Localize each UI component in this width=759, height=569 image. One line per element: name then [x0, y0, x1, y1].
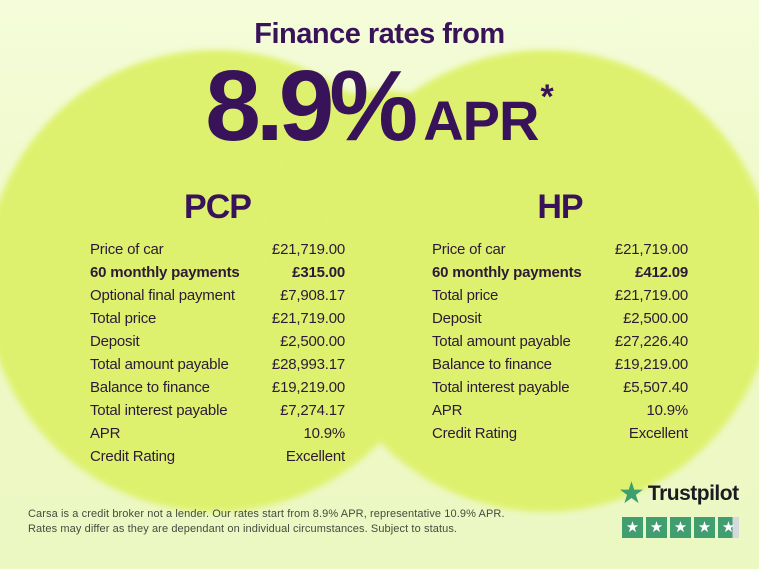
trustpilot-star-icon: ★ [618, 477, 645, 510]
rating-star-icon: ★ [670, 517, 691, 538]
row-value: 10.9% [303, 425, 345, 442]
trustpilot-rating-stars [622, 517, 748, 538]
row-value: £315.00 [292, 264, 345, 281]
rating-star-icon: ★ [694, 517, 715, 538]
row-label: Credit Rating [432, 425, 517, 442]
table-row [432, 356, 688, 379]
row-label: Total interest payable [90, 402, 228, 419]
row-value: £5,507.40 [623, 379, 688, 396]
headline-prefix: Finance rates from [254, 18, 505, 50]
row-label: Price of car [432, 241, 506, 258]
table-row [90, 264, 345, 287]
row-label: Balance to finance [432, 356, 552, 373]
table-row [90, 402, 345, 425]
row-label: Credit Rating [90, 448, 175, 465]
hp-rows [432, 241, 688, 448]
row-label: Balance to finance [90, 379, 210, 396]
table-row [90, 379, 345, 402]
headline-asterisk: * [540, 78, 554, 116]
table-row [90, 425, 345, 448]
table-row [432, 333, 688, 356]
row-value: £21,719.00 [271, 241, 345, 258]
pcp-title: PCP [184, 188, 251, 226]
row-value: £21,719.00 [614, 241, 688, 258]
row-value: £28,993.17 [271, 356, 345, 373]
row-label: Total amount payable [90, 356, 229, 373]
row-value: £27,226.40 [614, 333, 688, 350]
disclaimer [28, 507, 505, 536]
row-label: 60 monthly payments [90, 264, 240, 281]
headline-rate: 8.9% [205, 50, 414, 162]
row-value: £19,219.00 [271, 379, 345, 396]
row-label: Deposit [90, 333, 140, 350]
row-value: 10.9% [646, 402, 688, 419]
disclaimer-line-1: Carsa is a credit broker not a lender. Our rates start from 8.9% APR, representative 10.9% APR. [28, 508, 505, 520]
table-row [90, 241, 345, 264]
row-label: APR [90, 425, 121, 442]
table-row [90, 356, 345, 379]
row-label: Total amount payable [432, 333, 571, 350]
row-label: Price of car [90, 241, 164, 258]
table-row [432, 425, 688, 448]
row-label: 60 monthly payments [432, 264, 582, 281]
row-label: Total price [90, 310, 157, 327]
table-row [432, 310, 688, 333]
hp-title: HP [537, 188, 583, 226]
row-value: £19,219.00 [614, 356, 688, 373]
row-label: Deposit [432, 310, 482, 327]
row-value: £2,500.00 [623, 310, 688, 327]
row-value: £2,500.00 [280, 333, 345, 350]
row-label: APR [432, 402, 463, 419]
row-value: Excellent [285, 448, 345, 465]
table-row [90, 310, 345, 333]
table-row [90, 333, 345, 356]
pcp-rows [90, 241, 345, 471]
trustpilot-badge [618, 477, 748, 538]
rating-star-icon: ★ [718, 517, 739, 538]
rating-star-icon: ★ [622, 517, 643, 538]
headline-apr-label: APR [423, 89, 539, 152]
rating-star-icon: ★ [646, 517, 667, 538]
table-row [432, 264, 688, 287]
trustpilot-logo [618, 477, 748, 510]
trustpilot-wordmark: Trustpilot [647, 482, 739, 505]
table-row [432, 402, 688, 425]
row-value: £21,719.00 [614, 287, 688, 304]
pcp-table [90, 188, 345, 471]
hp-table [432, 188, 688, 448]
row-label: Total interest payable [432, 379, 570, 396]
row-value: £412.09 [635, 264, 688, 281]
row-label: Total price [432, 287, 499, 304]
table-row [90, 287, 345, 310]
row-value: £21,719.00 [271, 310, 345, 327]
row-label: Optional final payment [90, 287, 235, 304]
disclaimer-line-2: Rates may differ as they are dependant on individual circumstances. Subject to status. [28, 522, 458, 535]
row-value: £7,274.17 [280, 402, 345, 419]
table-row [432, 241, 688, 264]
table-row [432, 379, 688, 402]
row-value: Excellent [628, 425, 688, 442]
table-row [432, 287, 688, 310]
table-row [90, 448, 345, 471]
row-value: £7,908.17 [280, 287, 345, 304]
headline-rate-row [0, 50, 759, 162]
